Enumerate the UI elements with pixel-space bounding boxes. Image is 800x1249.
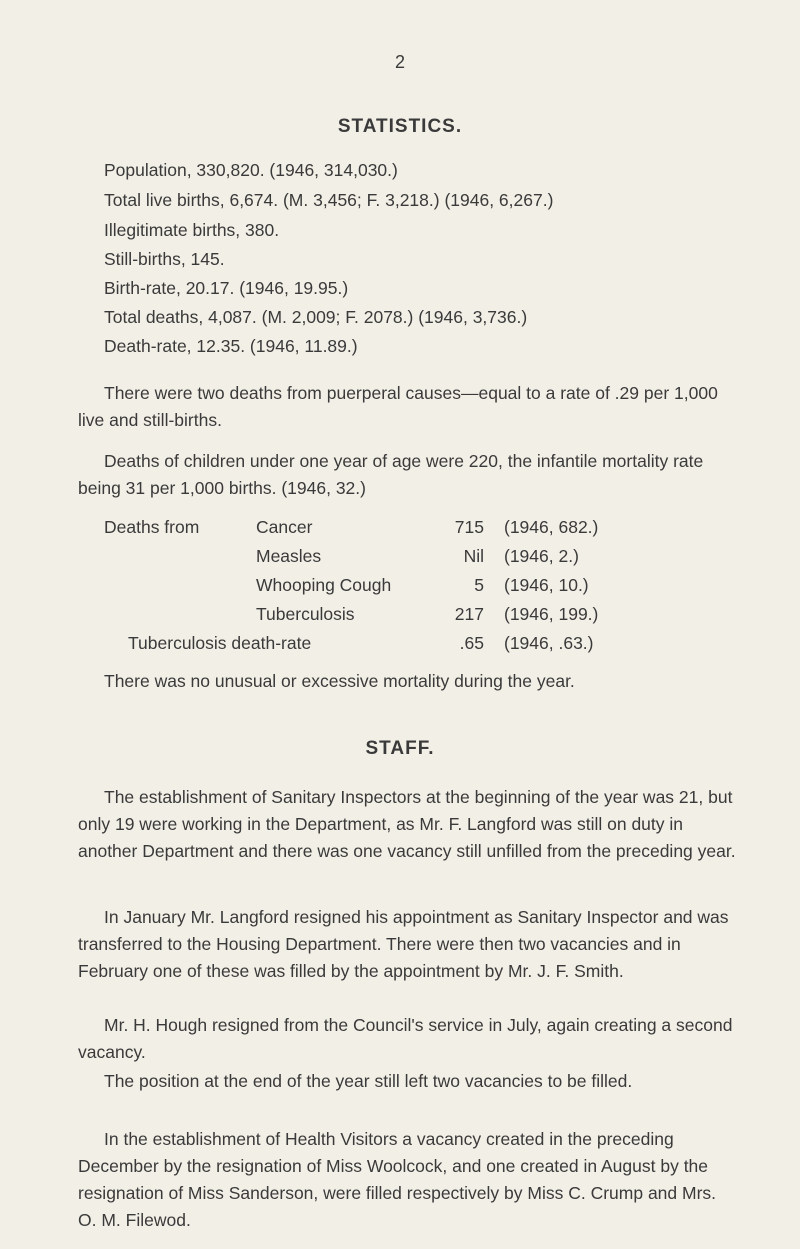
cause-cancer: Cancer: [256, 517, 313, 537]
statistics-heading: STATISTICS.: [337, 116, 463, 137]
para-mortality: There was no unusual or excessive mortality during the year.: [104, 671, 575, 691]
stat-line-illegitimate: Illegitimate births, 380.: [104, 220, 280, 240]
para-infant-mortality: Deaths of children under one year of age were 220, the infantile mortality rate being 31 per 1,000 births. (1946, 32.): [78, 451, 704, 498]
stat-line-population: Population, 330,820. (1946, 314,030.): [104, 160, 398, 180]
value-measles: Nil: [463, 546, 484, 566]
stat-line-still-births: Still-births, 145.: [104, 249, 225, 269]
stat-line-death-rate: Death-rate, 12.35. (1946, 11.89.): [104, 336, 358, 356]
prev-measles: (1946, 2.): [504, 546, 579, 566]
staff-para-1: The establishment of Sanitary Inspectors at the beginning of the year was 21, but only 19 were working in the Department, as Mr. F. Langford was still on duty in another Department and there was one vacancy still unfilled from the preceding year.: [78, 787, 736, 861]
stat-line-total-deaths: Total deaths, 4,087. (M. 2,009; F. 2078.) (1946, 3,736.): [104, 307, 528, 327]
value-tuberculosis: 217: [454, 604, 484, 624]
value-whooping-cough: 5: [474, 575, 484, 595]
prev-whooping-cough: (1946, 10.): [504, 575, 589, 595]
value-cancer: 715: [454, 517, 484, 537]
staff-heading: STAFF.: [365, 738, 435, 759]
prev-cancer: (1946, 682.): [504, 517, 599, 537]
staff-para-5: In the establishment of Health Visitors a vacancy created in the preceding December by the resignation of Miss Woolcock, and one created in August by the resignation of Miss Sanderson, were filled respectively by Miss C. Crump and Mrs. O. M. Filewod.: [78, 1129, 717, 1230]
cause-whooping-cough: Whooping Cough: [256, 575, 392, 595]
cause-measles: Measles: [256, 546, 322, 566]
staff-para-3: Mr. H. Hough resigned from the Council's service in July, again creating a second vacancy.: [78, 1015, 733, 1062]
stat-line-birth-rate: Birth-rate, 20.17. (1946, 19.95.): [104, 278, 349, 298]
prev-tuberculosis: (1946, 199.): [504, 604, 599, 624]
staff-para-4: The position at the end of the year still left two vacancies to be filled.: [104, 1071, 633, 1091]
page-number: 2: [394, 52, 405, 72]
stat-line-live-births: Total live births, 6,674. (M. 3,456; F. 3,218.) (1946, 6,267.): [104, 190, 554, 210]
tb-death-rate-label: Tuberculosis death-rate: [128, 633, 312, 653]
tb-death-rate-prev: (1946, .63.): [504, 633, 594, 653]
tb-death-rate-value: .65: [459, 633, 484, 653]
cause-tuberculosis: Tuberculosis: [256, 604, 355, 624]
staff-para-2: In January Mr. Langford resigned his appointment as Sanitary Inspector and was transferred to the Housing Department. There were then two vacancies and in February one of these was filled by the appointment by Mr. J. F. Smith.: [78, 907, 729, 981]
para-puerperal: There were two deaths from puerperal causes—equal to a rate of .29 per 1,000 live and still-births.: [78, 383, 718, 430]
deaths-from-label: Deaths from: [104, 517, 200, 537]
